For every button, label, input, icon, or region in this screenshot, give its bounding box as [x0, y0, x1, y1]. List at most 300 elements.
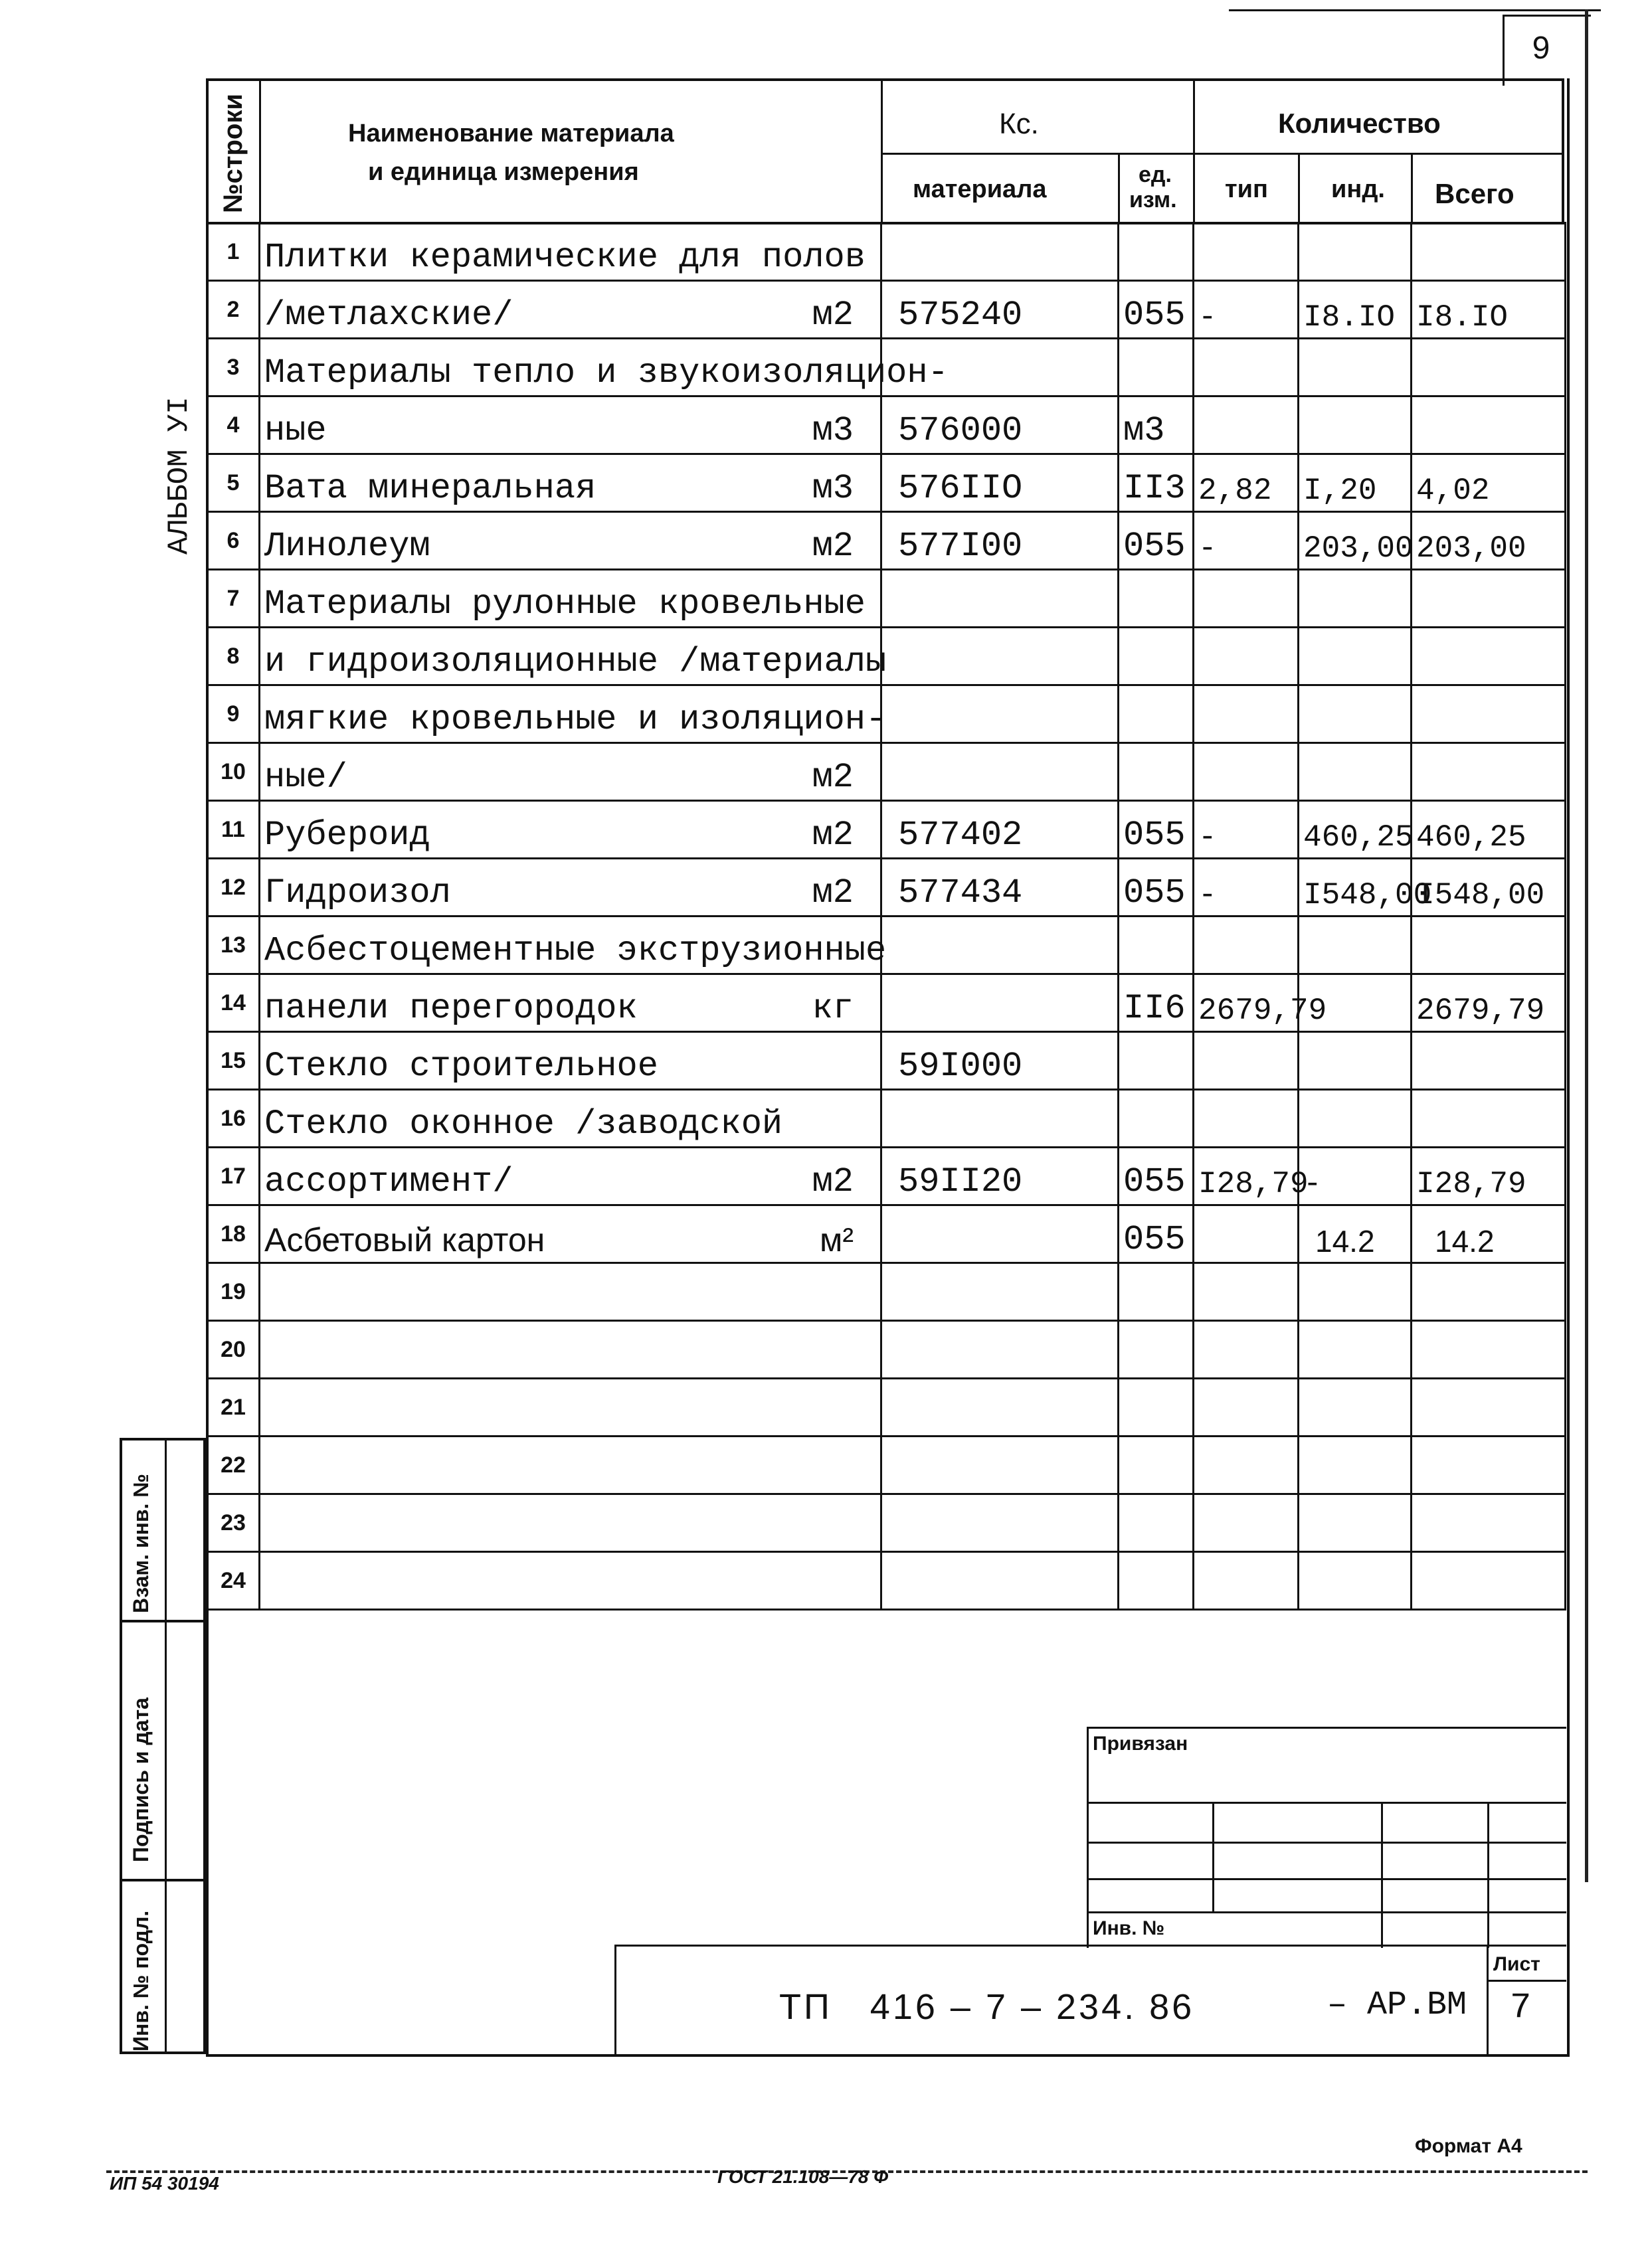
qty-type-cell	[1194, 916, 1299, 974]
material-unit: м2	[812, 296, 854, 335]
row-number-cell	[207, 1148, 260, 1205]
row-number: 2	[227, 296, 240, 322]
row-number: 4	[227, 412, 240, 438]
code-cell	[881, 1148, 1119, 1205]
row-number: 1	[227, 238, 240, 264]
row-number-cell	[207, 281, 260, 339]
row-number-cell	[207, 1205, 260, 1263]
qty-type-cell	[1194, 1321, 1299, 1379]
sheet-number: 9	[1532, 31, 1550, 66]
unit-code-cell	[1119, 685, 1194, 743]
qty-type-cell	[1194, 1032, 1299, 1090]
table-row	[207, 1437, 1566, 1494]
material-unit: м2	[812, 527, 854, 566]
privyazan-label: Привязан	[1093, 1733, 1188, 1755]
material-name: Плитки керамические для полов	[264, 238, 866, 277]
list-label: Лист	[1493, 1953, 1540, 1975]
name-cell	[260, 916, 887, 974]
qty-type-cell	[1194, 1494, 1299, 1552]
table-row	[207, 859, 1566, 916]
header-qty-ind: инд.	[1331, 175, 1385, 203]
row-number-cell	[207, 512, 260, 570]
unit-code: м3	[1123, 411, 1165, 450]
row-number-cell	[207, 916, 260, 974]
material-unit: кг	[812, 989, 854, 1028]
materials-table-wrap	[206, 222, 1564, 1611]
material-code: 575240	[898, 296, 1023, 335]
table-row	[207, 1032, 1566, 1090]
material-name: Гидроизол	[264, 873, 451, 913]
material-unit: м3	[812, 411, 854, 450]
table-row	[207, 339, 1566, 396]
table-row	[207, 628, 1566, 685]
material-code: 576000	[898, 411, 1023, 450]
row-number-cell	[207, 1552, 260, 1610]
header-code-unit-1: ед.	[1139, 162, 1172, 187]
row-number-cell	[207, 1032, 260, 1090]
qty-total-cell	[1412, 1321, 1566, 1379]
table-row	[207, 281, 1566, 339]
name-cell	[260, 859, 881, 916]
qty-total: 14.2	[1435, 1224, 1495, 1259]
code-cell	[881, 570, 1119, 628]
table-row	[207, 685, 1566, 743]
row-number-cell	[207, 1263, 260, 1321]
doc-code: ТП 416 – 7 – 234. 86	[779, 1987, 1195, 2027]
qty-total-cell	[1412, 1379, 1566, 1437]
qty-ind-cell	[1299, 1090, 1412, 1148]
code-cell	[881, 396, 1119, 454]
table-row	[207, 974, 1566, 1032]
unit-code-cell	[1119, 1205, 1194, 1263]
material-name: Материалы рулонные кровельные	[264, 584, 866, 624]
row-number-cell	[207, 1437, 260, 1494]
name-cell	[260, 339, 949, 396]
material-name: Рубероид	[264, 816, 430, 855]
row-number-cell	[207, 1494, 260, 1552]
qty-type-cell	[1194, 1090, 1299, 1148]
qty-ind: -	[1303, 1167, 1322, 1201]
row-number: 24	[221, 1567, 246, 1593]
unit-code: 055	[1123, 296, 1186, 335]
qty-total: I8.IO	[1416, 300, 1509, 335]
qty-ind-cell	[1299, 916, 1412, 974]
qty-type-cell	[1194, 1437, 1299, 1494]
unit-code-cell	[1119, 801, 1194, 859]
unit-code-cell	[1119, 1379, 1194, 1437]
row-number: 3	[227, 354, 240, 380]
unit-code: 055	[1123, 816, 1186, 855]
row-number-cell	[207, 454, 260, 512]
table-row	[207, 1321, 1566, 1379]
material-name: Асбетовый картон	[264, 1221, 545, 1259]
qty-type: -	[1198, 300, 1217, 335]
code-cell	[881, 1379, 1119, 1437]
code-cell	[881, 223, 1119, 281]
material-name: панели перегородок	[264, 989, 638, 1028]
table-row	[207, 396, 1566, 454]
material-name: Асбестоцементные экструзионные	[264, 931, 887, 970]
name-cell	[260, 1379, 881, 1437]
header-name-line2: и единица измерения	[368, 158, 639, 186]
table-row	[207, 512, 1566, 570]
qty-ind: I548,00	[1303, 878, 1432, 913]
name-cell	[260, 743, 881, 801]
unit-code-cell	[1119, 281, 1194, 339]
material-code: 576IIO	[898, 469, 1023, 508]
qty-total: 460,25	[1416, 820, 1526, 855]
qty-total-cell	[1412, 1090, 1566, 1148]
qty-type: I28,79	[1198, 1167, 1309, 1201]
material-code: 577434	[898, 873, 1023, 913]
qty-type-cell	[1194, 512, 1299, 570]
row-number-cell	[207, 1379, 260, 1437]
qty-ind-cell	[1299, 1494, 1412, 1552]
qty-ind-cell	[1299, 281, 1412, 339]
qty-total-cell	[1412, 628, 1566, 685]
qty-total-cell	[1412, 339, 1566, 396]
unit-code-cell	[1119, 1263, 1194, 1321]
code-cell	[881, 1437, 1119, 1494]
material-code: 577402	[898, 816, 1023, 855]
inv-no-label: Инв. №	[1093, 1917, 1165, 1939]
table-row	[207, 223, 1566, 281]
code-cell	[881, 801, 1119, 859]
qty-total-cell	[1412, 1032, 1566, 1090]
material-unit: м2	[812, 1162, 854, 1201]
row-number: 14	[221, 990, 246, 1015]
qty-type-cell	[1194, 801, 1299, 859]
material-code: 59II20	[898, 1162, 1023, 1201]
name-cell	[260, 223, 881, 281]
qty-total-cell	[1412, 281, 1566, 339]
name-cell	[260, 1205, 881, 1263]
right-edge-line	[1585, 9, 1588, 1882]
row-number: 7	[227, 585, 240, 611]
qty-total-cell	[1412, 1148, 1566, 1205]
qty-type-cell	[1194, 1205, 1299, 1263]
code-cell	[881, 916, 1119, 974]
row-number-cell	[207, 1321, 260, 1379]
name-cell	[260, 454, 881, 512]
qty-ind: 14.2	[1315, 1224, 1375, 1259]
qty-ind-cell	[1299, 1437, 1412, 1494]
material-unit: м2	[812, 816, 854, 855]
name-cell	[260, 1090, 881, 1148]
qty-type-cell	[1194, 628, 1299, 685]
qty-type: -	[1198, 531, 1217, 566]
row-number-cell	[207, 628, 260, 685]
qty-ind-cell	[1299, 512, 1412, 570]
name-cell	[260, 512, 881, 570]
code-cell	[881, 1321, 1119, 1379]
row-number-cell	[207, 223, 260, 281]
unit-code-cell	[1119, 974, 1194, 1032]
header-qty-group: Количество	[1278, 108, 1441, 139]
row-number-cell	[207, 859, 260, 916]
row-number: 11	[221, 816, 245, 842]
side-stamps	[120, 1438, 206, 2054]
table-header	[206, 78, 1564, 224]
table-row	[207, 1205, 1566, 1263]
qty-total-cell	[1412, 974, 1566, 1032]
qty-type: 2679,79	[1198, 994, 1327, 1028]
unit-code-cell	[1119, 1321, 1194, 1379]
row-number: 18	[221, 1221, 246, 1247]
name-cell	[260, 396, 881, 454]
code-cell	[881, 1263, 1119, 1321]
material-name: и гидроизоляционные /материалы	[264, 642, 887, 681]
code-cell	[881, 339, 1119, 396]
row-number: 10	[221, 758, 246, 784]
qty-type: 2,82	[1198, 474, 1272, 508]
row-number: 8	[227, 643, 240, 669]
qty-type-cell	[1194, 1263, 1299, 1321]
qty-total-cell	[1412, 916, 1566, 974]
qty-ind-cell	[1299, 454, 1412, 512]
qty-type: -	[1198, 820, 1217, 855]
code-cell	[881, 512, 1119, 570]
qty-ind-cell	[1299, 685, 1412, 743]
row-number-cell	[207, 743, 260, 801]
qty-total-cell	[1412, 1494, 1566, 1552]
qty-ind-cell	[1299, 396, 1412, 454]
name-cell	[260, 1148, 881, 1205]
doc-code-block	[614, 1945, 1566, 2056]
table-row	[207, 1552, 1566, 1610]
row-number-cell	[207, 339, 260, 396]
material-name: Линолеум	[264, 527, 430, 566]
table-row	[207, 1263, 1566, 1321]
qty-type-cell	[1194, 1379, 1299, 1437]
qty-type-cell	[1194, 454, 1299, 512]
unit-code-cell	[1119, 570, 1194, 628]
qty-type-cell	[1194, 396, 1299, 454]
qty-ind-cell	[1299, 1552, 1412, 1610]
header-name-line1: Наименование материала	[348, 120, 674, 147]
row-number: 19	[221, 1278, 246, 1304]
row-number: 5	[227, 470, 240, 495]
qty-type-cell	[1194, 339, 1299, 396]
qty-total: I548,00	[1416, 878, 1545, 913]
unit-code-cell	[1119, 396, 1194, 454]
material-name: Вата минеральная	[264, 469, 596, 508]
row-number: 15	[221, 1047, 246, 1073]
sheet-number-box	[1503, 15, 1591, 86]
name-cell	[260, 1032, 881, 1090]
qty-ind: 460,25	[1303, 820, 1414, 855]
table-row	[207, 1148, 1566, 1205]
album-label: АЛЬБОМ УI	[163, 396, 196, 555]
qty-total-cell	[1412, 570, 1566, 628]
code-cell	[881, 685, 1119, 743]
qty-type: -	[1198, 878, 1217, 913]
qty-total-cell	[1412, 454, 1566, 512]
qty-total: I28,79	[1416, 1167, 1526, 1201]
qty-ind-cell	[1299, 339, 1412, 396]
material-unit: м2	[812, 758, 854, 797]
row-number: 6	[227, 527, 240, 553]
qty-type-cell	[1194, 859, 1299, 916]
unit-code-cell	[1119, 1552, 1194, 1610]
qty-type-cell	[1194, 570, 1299, 628]
qty-total-cell	[1412, 223, 1566, 281]
qty-total-cell	[1412, 512, 1566, 570]
qty-total-cell	[1412, 1205, 1566, 1263]
name-cell	[260, 1437, 881, 1494]
name-cell	[260, 628, 887, 685]
row-number: 16	[221, 1105, 246, 1131]
code-cell	[881, 281, 1119, 339]
table-row	[207, 454, 1566, 512]
name-cell	[260, 801, 881, 859]
qty-ind: 203,00	[1303, 531, 1414, 566]
qty-ind-cell	[1299, 743, 1412, 801]
material-unit: м3	[812, 469, 854, 508]
name-cell	[260, 1494, 881, 1552]
unit-code: 055	[1123, 527, 1186, 566]
header-code-unit-2: изм.	[1129, 187, 1177, 213]
name-cell	[260, 974, 881, 1032]
unit-code-cell	[1119, 1090, 1194, 1148]
unit-code-cell	[1119, 859, 1194, 916]
table-row	[207, 1090, 1566, 1148]
stamp-vzam: Взам. инв. №	[129, 1474, 153, 1613]
table-row	[207, 916, 1566, 974]
material-name: /метлахские/	[264, 296, 513, 335]
name-cell	[260, 1263, 881, 1321]
qty-total: 4,02	[1416, 474, 1490, 508]
unit-code: II3	[1123, 469, 1186, 508]
qty-total-cell	[1412, 1552, 1566, 1610]
qty-ind-cell	[1299, 1032, 1412, 1090]
qty-ind: I,20	[1303, 474, 1377, 508]
qty-ind-cell	[1299, 801, 1412, 859]
row-number: 12	[221, 874, 246, 900]
name-cell	[260, 1321, 881, 1379]
unit-code-cell	[1119, 743, 1194, 801]
name-cell	[260, 685, 887, 743]
row-number: 9	[227, 701, 240, 727]
qty-type-cell	[1194, 1552, 1299, 1610]
doc-suffix: – АР.ВМ	[1327, 1986, 1467, 2024]
qty-total: 203,00	[1416, 531, 1526, 566]
material-name: мягкие кровельные и изоляцион-	[264, 700, 887, 739]
list-number: 7	[1510, 1988, 1532, 2028]
material-name: ные	[264, 411, 327, 450]
stamp-podpis: Подпись и дата	[129, 1698, 153, 1862]
qty-ind-cell	[1299, 1148, 1412, 1205]
qty-total-cell	[1412, 685, 1566, 743]
row-number: 21	[221, 1394, 246, 1420]
unit-code-cell	[1119, 512, 1194, 570]
row-number-cell	[207, 1090, 260, 1148]
code-cell	[881, 1552, 1119, 1610]
row-number-cell	[207, 396, 260, 454]
row-number: 22	[221, 1452, 246, 1478]
qty-ind-cell	[1299, 570, 1412, 628]
row-number-cell	[207, 801, 260, 859]
stamp-inv-podl: Инв. № подл.	[129, 1910, 153, 2051]
unit-code: 055	[1123, 1220, 1186, 1259]
qty-total-cell	[1412, 1263, 1566, 1321]
table-row	[207, 801, 1566, 859]
unit-code-cell	[1119, 1032, 1194, 1090]
code-cell	[881, 1090, 1119, 1148]
qty-ind-cell	[1299, 859, 1432, 916]
header-code-group: Кс.	[999, 108, 1039, 140]
qty-total-cell	[1412, 396, 1566, 454]
qty-total-cell	[1412, 743, 1566, 801]
row-number: 13	[221, 932, 246, 958]
code-cell	[881, 1032, 1119, 1090]
code-cell	[881, 974, 1119, 1032]
row-number: 23	[221, 1510, 246, 1535]
header-qty-total: Всего	[1435, 178, 1514, 209]
unit-code-cell	[1119, 454, 1194, 512]
footer-left: ИП 54 30194	[110, 2173, 219, 2194]
row-number-cell	[207, 570, 260, 628]
material-code: 577I00	[898, 527, 1023, 566]
code-cell	[881, 454, 1119, 512]
qty-ind-cell	[1299, 628, 1412, 685]
row-number: 17	[221, 1163, 246, 1189]
qty-total-cell	[1412, 859, 1566, 916]
material-unit: м2	[812, 873, 854, 913]
unit-code-cell	[1119, 1437, 1194, 1494]
material-code: 59I000	[898, 1047, 1023, 1086]
unit-code-cell	[1119, 628, 1194, 685]
header-qty-type: тип	[1225, 175, 1268, 203]
qty-total: 2679,79	[1416, 994, 1545, 1028]
qty-ind-cell	[1299, 1205, 1412, 1263]
unit-code-cell	[1119, 1148, 1194, 1205]
title-block	[1087, 1727, 1566, 1948]
name-cell	[260, 570, 881, 628]
top-edge-line	[1229, 9, 1601, 11]
materials-table	[206, 222, 1566, 1611]
qty-type-cell	[1194, 223, 1299, 281]
code-cell	[881, 859, 1119, 916]
code-cell	[881, 1494, 1119, 1552]
qty-ind-cell	[1299, 1379, 1412, 1437]
table-row	[207, 1379, 1566, 1437]
code-cell	[881, 743, 1119, 801]
material-name: Стекло строительное	[264, 1047, 658, 1086]
material-name: Стекло оконное /заводской	[264, 1104, 783, 1144]
header-code-material: материала	[913, 175, 1047, 203]
qty-total-cell	[1412, 801, 1566, 859]
unit-code-cell	[1119, 223, 1194, 281]
material-name: ные/	[264, 758, 347, 797]
qty-ind-cell	[1299, 1321, 1412, 1379]
unit-code-cell	[1119, 339, 1194, 396]
qty-type-cell	[1194, 281, 1299, 339]
qty-total-cell	[1412, 1437, 1566, 1494]
row-number-cell	[207, 974, 260, 1032]
qty-ind-cell	[1299, 223, 1412, 281]
unit-code: II6	[1123, 989, 1186, 1028]
table-row	[207, 743, 1566, 801]
material-name: ассортимент/	[264, 1162, 513, 1201]
name-cell	[260, 1552, 881, 1610]
qty-ind: I8.IO	[1303, 300, 1396, 335]
qty-ind-cell	[1299, 974, 1412, 1032]
qty-type-cell	[1194, 1148, 1309, 1205]
table-row	[207, 1494, 1566, 1552]
qty-type-cell	[1194, 743, 1299, 801]
header-row-number: №строки	[219, 94, 248, 213]
